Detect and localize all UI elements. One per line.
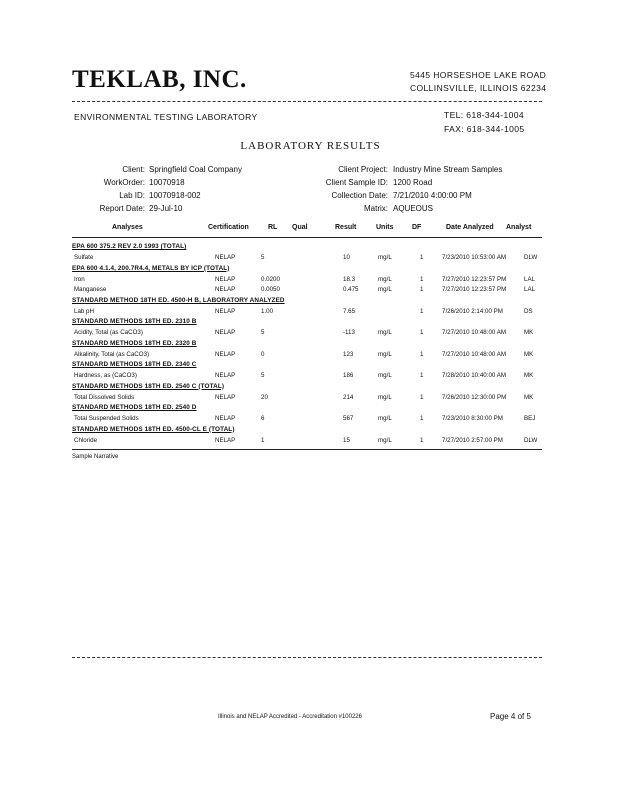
cell-df: 1	[420, 350, 424, 358]
cell-units: mg/L	[378, 436, 392, 444]
report-date-value: 29-Jul-10	[149, 204, 183, 213]
cell-result: 214	[343, 393, 354, 401]
cell-date-analyzed: 7/27/2010 10:48:00 AM	[442, 329, 506, 336]
matrix-value: AQUEOUS	[393, 204, 434, 213]
cell-certification: NELAP	[215, 393, 236, 401]
cell-result: 123	[343, 350, 354, 358]
cell-date-analyzed: 7/23/2010 8:30:00 PM	[442, 415, 503, 422]
cell-df: 1	[420, 393, 424, 401]
cell-analysis: Manganese	[74, 286, 107, 293]
cell-rl: 0.0200	[261, 275, 280, 283]
section-title: STANDARD METHODS 18TH ED. 4500-CL E (TOTAL)	[72, 425, 235, 433]
matrix-label: Matrix:	[364, 204, 388, 213]
col-qual: Qual	[292, 224, 308, 231]
cell-date-analyzed: 7/23/2010 10:53:00 AM	[442, 254, 506, 261]
cell-analysis: Chloride	[74, 436, 98, 444]
cell-result: 186	[343, 372, 354, 379]
cell-rl: 1.00	[261, 307, 274, 315]
cell-certification: NELAP	[215, 254, 236, 261]
col-certification: Certification	[208, 224, 249, 231]
cell-analysis: Iron	[74, 275, 85, 283]
header-divider	[72, 101, 542, 102]
report-date-label: Report Date:	[99, 204, 145, 213]
fax: FAX: 618-344-1005	[444, 124, 525, 134]
collection-date-value: 7/21/2010 4:00:00 PM	[393, 191, 472, 200]
cell-analyst: LAL	[524, 275, 536, 283]
cell-analyst: DS	[524, 307, 533, 315]
section-title: STANDARD METHODS 18TH ED. 2540 C (TOTAL)	[72, 382, 225, 390]
col-rl: RL	[268, 224, 278, 231]
cell-date-analyzed: 7/28/2010 10:40:00 AM	[442, 372, 506, 379]
cell-rl: 5	[261, 372, 265, 379]
cell-units: mg/L	[378, 415, 392, 422]
department-label: ENVIRONMENTAL TESTING LABORATORY	[74, 112, 258, 122]
section-title: EPA 600 4.1.4, 200.7R4.4, METALS BY ICP (TOTAL)	[72, 264, 230, 272]
cell-df: 1	[420, 372, 424, 379]
cell-date-analyzed: 7/27/2010 10:48:00 AM	[442, 350, 506, 358]
cell-result: 18.3	[343, 275, 356, 283]
section-title: STANDARD METHODS 18TH ED. 2340 C	[72, 361, 197, 368]
col-analyses: Analyses	[112, 224, 143, 231]
cell-df: 1	[420, 329, 424, 336]
cell-analyst: MK	[524, 393, 534, 401]
table-bottom-rule	[72, 449, 542, 450]
cell-certification: NELAP	[215, 286, 236, 293]
cell-analysis: Hardness, as (CaCO3)	[74, 372, 137, 379]
cell-certification: NELAP	[215, 275, 236, 283]
client-sample-label: Client Sample ID:	[325, 178, 388, 187]
cell-df: 1	[420, 307, 424, 315]
page-number: Page 4 of 5	[490, 712, 531, 721]
cell-certification: NELAP	[215, 372, 236, 379]
cell-result: 0.475	[343, 286, 359, 293]
cell-analyst: MK	[524, 350, 534, 358]
cell-date-analyzed: 7/26/2010 12:30:00 PM	[442, 393, 507, 401]
cell-analyst: MK	[524, 329, 534, 336]
table-header-rule	[72, 237, 542, 238]
cell-analyst: MK	[524, 372, 534, 379]
section-title: EPA 600 375.2 REV 2.0 1993 (TOTAL)	[72, 243, 187, 250]
cell-rl: 1	[261, 436, 265, 444]
cell-units: mg/L	[378, 275, 392, 283]
section-title: STANDARD METHODS 18TH ED. 2320 B	[72, 339, 197, 347]
col-result: Result	[335, 224, 357, 231]
section-title: STANDARD METHOD 18TH ED. 4500-H B, LABORATORY ANALYZED	[72, 296, 285, 304]
cell-certification: NELAP	[215, 307, 236, 315]
labid-label: Lab ID:	[119, 191, 145, 200]
cell-analysis: Acidity, Total (as CaCO3)	[74, 329, 143, 336]
labid-value: 10070918-002	[149, 191, 201, 200]
cell-certification: NELAP	[215, 436, 236, 444]
cell-date-analyzed: 7/27/2010 12:23:57 PM	[442, 286, 507, 293]
cell-analysis: Sulfate	[74, 254, 94, 261]
workorder-value: 10070918	[149, 178, 185, 187]
cell-rl: 5	[261, 254, 265, 261]
col-date-analyzed: Date Analyzed	[446, 224, 494, 231]
cell-df: 1	[420, 254, 424, 261]
cell-date-analyzed: 7/27/2010 12:23:57 PM	[442, 275, 507, 283]
cell-analyst: DLW	[524, 254, 538, 261]
cell-result: 10	[343, 254, 350, 261]
cell-result: 567	[343, 415, 354, 422]
cell-df: 1	[420, 436, 424, 444]
cell-units: mg/L	[378, 372, 392, 379]
cell-result: -113	[343, 329, 355, 336]
cell-analysis: Alkalinity, Total (as CaCO3)	[74, 350, 150, 358]
cell-df: 1	[420, 275, 424, 283]
accreditation-note: Illinois and NELAP Accredited - Accreditation #100226	[218, 714, 362, 720]
cell-df: 1	[420, 415, 424, 422]
cell-units: mg/L	[378, 329, 392, 336]
cell-units: mg/L	[378, 350, 392, 358]
cell-result: 15	[343, 436, 350, 444]
cell-rl: 6	[261, 415, 265, 422]
client-value: Springfield Coal Company	[149, 165, 242, 174]
address-line-2: COLLINSVILLE, ILLINOIS 62234	[410, 83, 547, 93]
cell-analysis: Lab pH	[74, 307, 94, 315]
col-units: Units	[376, 224, 394, 231]
sample-narrative: Sample Narrative	[72, 454, 119, 460]
cell-df: 1	[420, 286, 424, 293]
cell-rl: 20	[261, 393, 268, 401]
cell-rl: 5	[261, 329, 265, 336]
cell-certification: NELAP	[215, 415, 236, 422]
telephone: TEL: 618-344-1004	[444, 110, 525, 120]
page-title: LABORATORY RESULTS	[240, 140, 381, 152]
cell-certification: NELAP	[215, 329, 236, 336]
cell-analyst: DLW	[524, 436, 538, 444]
cell-date-analyzed: 7/26/2010 2:14:00 PM	[442, 307, 503, 315]
col-analyst: Analyst	[506, 224, 532, 231]
cell-analyst: LAL	[524, 286, 536, 293]
col-df: DF	[412, 224, 422, 231]
collection-date-label: Collection Date:	[331, 191, 388, 200]
company-logo: TEKLAB, INC.	[72, 66, 247, 93]
section-title: STANDARD METHODS 18TH ED. 2310 B	[72, 318, 197, 325]
address-line-1: 5445 HORSESHOE LAKE ROAD	[410, 70, 547, 80]
cell-certification: NELAP	[215, 350, 236, 358]
section-title: STANDARD METHODS 18TH ED. 2540 D	[72, 404, 197, 411]
footer-divider	[72, 657, 542, 658]
client-sample-value: 1200 Road	[393, 178, 433, 187]
cell-analysis: Total Suspended Solids	[74, 415, 139, 422]
client-label: Client:	[122, 165, 145, 174]
cell-result: 7.65	[343, 307, 356, 315]
cell-units: mg/L	[378, 254, 392, 261]
cell-units: mg/L	[378, 286, 392, 293]
cell-rl: 0	[261, 350, 265, 358]
client-project-label: Client Project:	[338, 165, 388, 174]
cell-analyst: BEJ	[524, 415, 536, 422]
cell-date-analyzed: 7/27/2010 2:57:00 PM	[442, 436, 503, 444]
cell-analysis: Total Dissolved Solids	[74, 393, 135, 401]
workorder-label: WorkOrder:	[103, 178, 145, 187]
client-project-value: Industry Mine Stream Samples	[393, 165, 503, 174]
cell-units: mg/L	[378, 393, 392, 401]
cell-rl: 0.0050	[261, 286, 280, 293]
